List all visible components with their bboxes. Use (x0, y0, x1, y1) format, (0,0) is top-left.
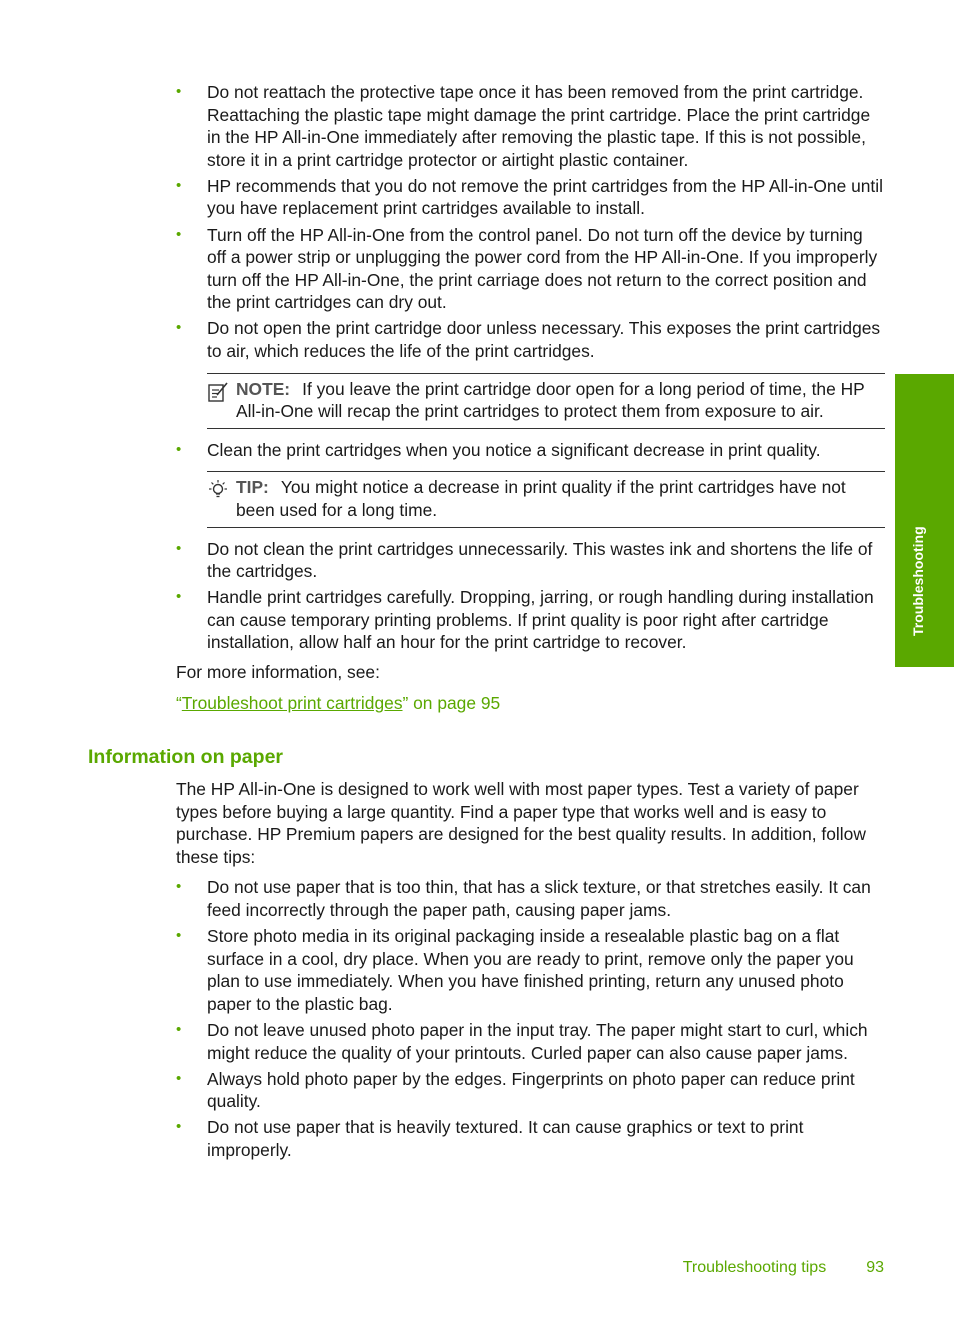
bullet-list (176, 538, 885, 654)
bullet-icon: • (176, 440, 182, 458)
bullet-icon: • (176, 83, 182, 100)
bullet-icon: • (176, 927, 182, 945)
chapter-side-tab (895, 374, 954, 667)
bullet-list (176, 439, 885, 462)
bullet-list (176, 81, 885, 363)
footer-section-title: Troubleshooting tips (682, 1259, 827, 1276)
section-heading: Information on paper (88, 746, 283, 768)
lightbulb-icon (207, 479, 229, 501)
list-item: • Do not clean the print cartridges unnecessarily. This wastes ink and shortens the life of the cartridges. (176, 538, 873, 582)
list-item: • Do not use paper that is heavily textured. It can cause graphics or text to print improperly. (176, 1117, 804, 1160)
cartridge-tips-block (176, 81, 885, 722)
list-item: • Store photo media in its original packaging inside a resealable plastic bag on a flat surface in a cool, dry place. When you are ready to print, remove only the paper you plan to use immediately. When you have finished printing, return any unused photo paper to the plastic bag. (176, 926, 854, 1014)
bullet-list (176, 876, 885, 1161)
bullet-icon: • (176, 225, 182, 243)
list-item: • Handle print cartridges carefully. Dropping, jarring, or rough handling during installation can cause temporary printing problems. If print quality is poor right after cartridge installation, allow half an hour for the print cartridge to recover. (176, 587, 874, 653)
note-icon (207, 381, 229, 403)
bullet-icon: • (176, 176, 182, 194)
list-item: • Clean the print cartridges when you notice a significant decrease in print quality. (176, 439, 821, 460)
troubleshoot-cartridges-link[interactable]: “Troubleshoot print cartridges” on page 95 (176, 692, 501, 713)
list-item: • Do not use paper that is too thin, that has a slick texture, or that stretches easily. It can feed incorrectly through the paper path, causing paper jams. (176, 877, 871, 920)
note-box (207, 373, 885, 429)
list-item: • Do not reattach the protective tape once it has been removed from the print cartridge. Reattaching the plastic tape might damage the print cartridge. Place the print cartridge in the HP All-in-One immediately after removing the plastic tape. If this is not possible, store it in a print cartridge protector or airtight plastic container. (176, 82, 871, 170)
list-item: • Turn off the HP All-in-One from the control panel. Do not turn off the device by turning off a power strip or unplugging the power cord from the HP All-in-One. If you improperly turn off the HP All-in-One, the print carriage does not return to the correct position and the print cartridges can dry out. (176, 224, 878, 313)
bullet-icon: • (176, 319, 182, 337)
tip-text: You might notice a decrease in print quality if the print cartridges have not been used for a long time. (236, 477, 846, 520)
page-number: 93 (866, 1259, 884, 1276)
bullet-icon: • (176, 1020, 182, 1038)
tip-label: TIP: (236, 477, 269, 498)
list-item: • Do not leave unused photo paper in the input tray. The paper might start to curl, which might reduce the quality of your printouts. Curled paper can also cause paper jams. (176, 1019, 868, 1063)
more-info-text: For more information, see: (176, 662, 380, 683)
list-item: • Do not open the print cartridge door unless necessary. This exposes the print cartridges to air, which reduces the life of the print cartridges. (176, 318, 881, 362)
list-item: • HP recommends that you do not remove the print cartridges from the HP All-in-One until you have replacement print cartridges available to install. (176, 175, 883, 219)
paper-section-body (176, 778, 885, 1165)
list-item: • Always hold photo paper by the edges. Fingerprints on photo paper can reduce print quality. (176, 1068, 855, 1112)
bullet-icon: • (176, 1118, 182, 1136)
bullet-icon: • (176, 588, 182, 606)
xref-paragraph (176, 692, 885, 715)
note-label: NOTE: (236, 378, 291, 399)
bullet-icon: • (176, 539, 182, 557)
side-tab-label: Troubleshooting (910, 526, 926, 636)
note-text: If you leave the print cartridge door open for a long period of time, the HP All-in-One will recap the print cartridges to protect them from exposure to air. (236, 378, 865, 422)
paper-intro: The HP All-in-One is designed to work well with most paper types. Test a variety of paper types before buying a large quantity. Find a paper type that works well and is easy to purchase. HP Premium papers are designed for the best quality results. In addition, follow these tips: (176, 779, 866, 867)
bullet-icon: • (176, 878, 182, 896)
page-footer (683, 1257, 884, 1280)
bullet-icon: • (176, 1069, 182, 1087)
tip-box (207, 471, 885, 527)
